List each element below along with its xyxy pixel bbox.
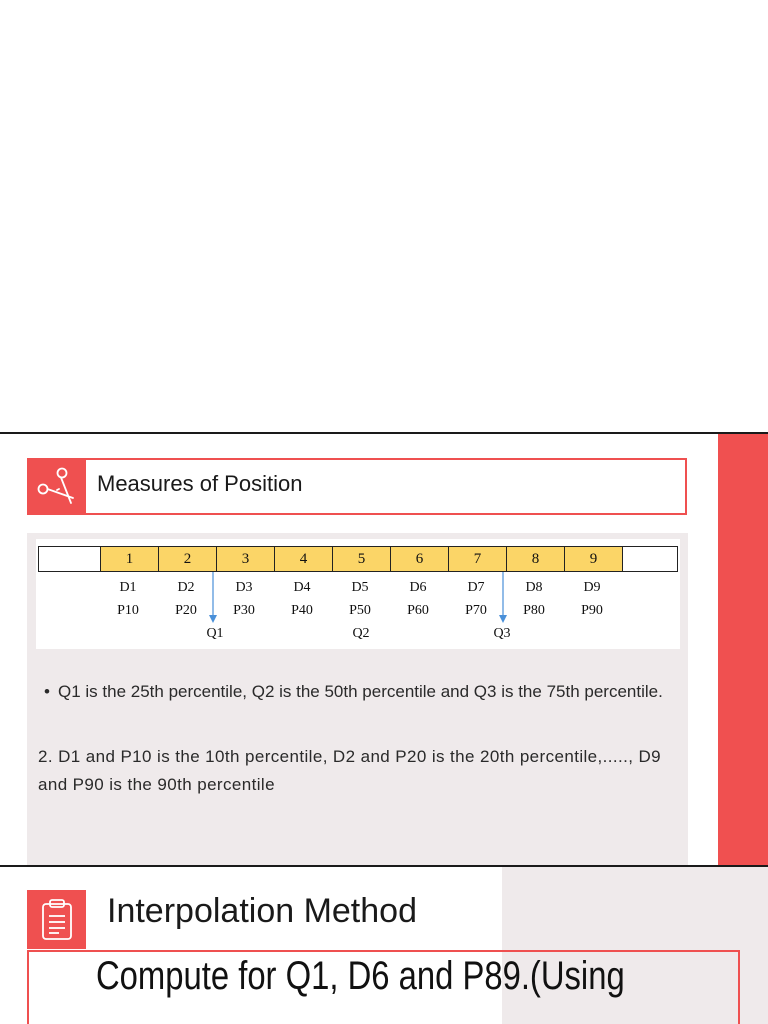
- bullet-text: Q1 is the 25th percentile, Q2 is the 50th percentile and Q3 is the 75th percentile.: [58, 682, 663, 701]
- decile-label: D4: [293, 580, 311, 595]
- percentile-label: P90: [581, 603, 603, 618]
- percentile-label: P20: [175, 603, 197, 618]
- percentile-label: P30: [233, 603, 255, 618]
- diagram-cell: 2: [158, 546, 217, 572]
- percentile-label: P40: [291, 603, 313, 618]
- interpolation-method-slide: [0, 866, 768, 1024]
- percentile-label: P10: [117, 603, 139, 618]
- q1-arrowhead: [209, 615, 217, 623]
- decile-label: D5: [351, 580, 369, 595]
- measures-of-position-slide: [0, 433, 768, 866]
- slide-title: Measures of Position: [97, 471, 303, 496]
- accent-bar: [718, 433, 768, 866]
- clipboard-icon: [27, 890, 86, 949]
- diagram-cell: 7: [448, 546, 507, 572]
- quartile-label-q2: Q2: [352, 626, 370, 641]
- quartile-label-q1: Q1: [206, 626, 224, 641]
- decile-label: D6: [409, 580, 427, 595]
- quartile-label-q3: Q3: [493, 626, 511, 641]
- percentile-label: P50: [349, 603, 371, 618]
- bullet-point: [44, 678, 684, 706]
- problem-text: Compute for Q1, D6 and P89.(Using: [96, 954, 625, 998]
- slide-divider: [0, 865, 768, 867]
- blank-slide: [0, 0, 768, 433]
- scissors-icon: [27, 458, 86, 515]
- q3-arrowhead: [499, 615, 507, 623]
- diagram-cell: 9: [564, 546, 623, 572]
- decile-label: D2: [177, 580, 195, 595]
- percentile-label: P70: [465, 603, 487, 618]
- diagram-cell: 6: [390, 546, 449, 572]
- position-diagram: [36, 539, 680, 649]
- decile-label: D7: [467, 580, 485, 595]
- percentile-label: P80: [523, 603, 545, 618]
- diagram-cell: 1: [100, 546, 159, 572]
- decile-label: D8: [525, 580, 543, 595]
- list-item-2: 2. D1 and P10 is the 10th percentile, D2 and P20 is the 20th percentile,....., D9 and P90 is the 90th percentile: [38, 747, 662, 794]
- bullet-dot: •: [44, 682, 50, 701]
- decile-label: D9: [583, 580, 601, 595]
- diagram-cell: 3: [216, 546, 275, 572]
- percentile-label: P60: [407, 603, 429, 618]
- diagram-cell: 4: [274, 546, 333, 572]
- decile-label: D3: [235, 580, 253, 595]
- diagram-cell: 5: [332, 546, 391, 572]
- decile-label: D1: [119, 580, 137, 595]
- slide-title: Interpolation Method: [107, 892, 417, 930]
- diagram-cell: 8: [506, 546, 565, 572]
- slide-divider: [0, 432, 768, 434]
